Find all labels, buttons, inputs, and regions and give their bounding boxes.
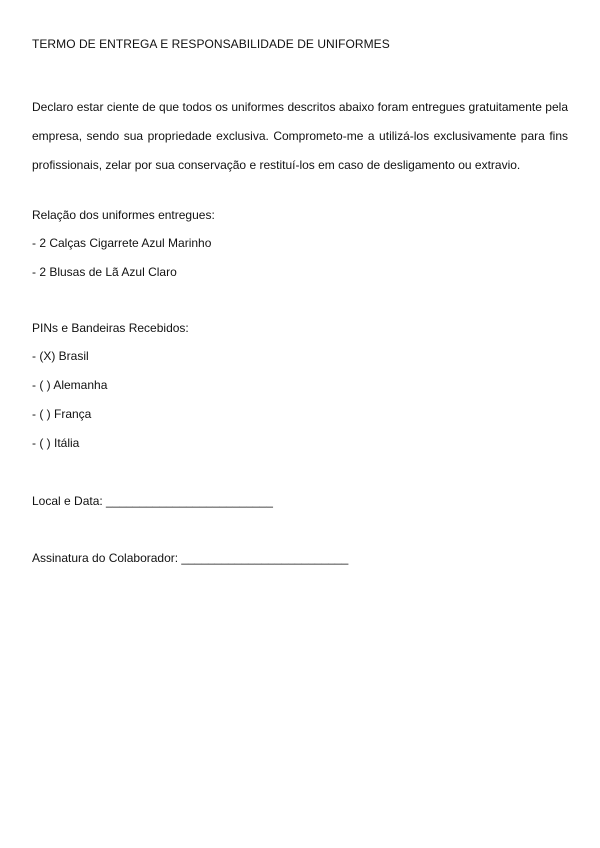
pin-item-italia: - ( ) Itália — [32, 436, 80, 450]
document-title: TERMO DE ENTREGA E RESPONSABILIDADE DE UNIFORMES — [32, 37, 390, 51]
pins-list — [32, 349, 107, 465]
list-item: - 2 Blusas de Lã Azul Claro — [32, 265, 177, 279]
pin-item-brasil: - (X) Brasil — [32, 349, 89, 363]
local-date-field: Local e Data: _________________________ — [32, 494, 273, 508]
uniforms-heading: Relação dos uniformes entregues: — [32, 208, 215, 222]
pins-heading: PINs e Bandeiras Recebidos: — [32, 321, 189, 335]
pin-item-alemanha: - ( ) Alemanha — [32, 378, 108, 392]
declaration-paragraph: Declaro estar ciente de que todos os uniformes descritos abaixo foram entregues gratuitamente pela empresa, sendo sua propriedade exclusiva. Comprometo-me a utilizá-los exclusivamente para fins profissionais, zelar por sua conservação e restituí-los em caso de desligamento ou extravio. — [32, 100, 568, 172]
document-page — [32, 0, 568, 848]
pin-item-franca: - ( ) França — [32, 407, 92, 421]
list-item: - 2 Calças Cigarrete Azul Marinho — [32, 236, 212, 250]
signature-field: Assinatura do Colaborador: _________________________ — [32, 551, 349, 565]
uniforms-list — [32, 236, 211, 294]
